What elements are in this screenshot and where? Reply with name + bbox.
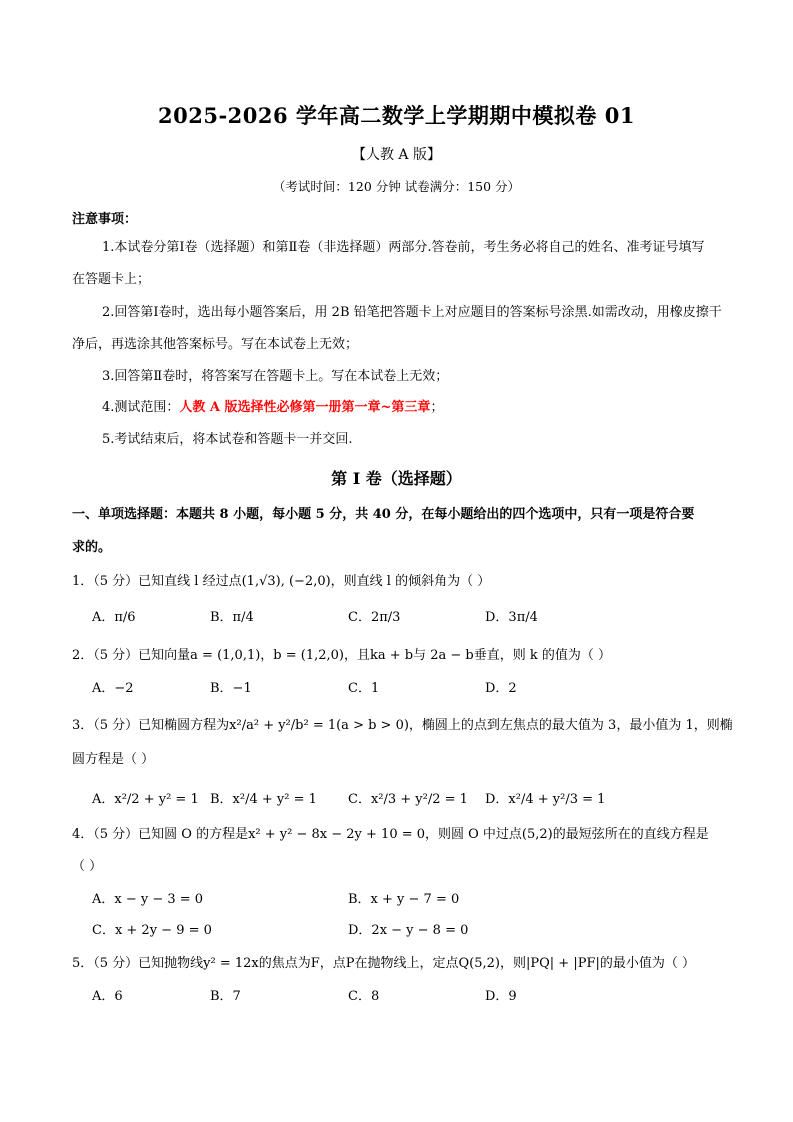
question-5-option-d: D．9 [485, 989, 517, 1004]
note-4-prefix: 4.测试范围： [102, 400, 180, 415]
section-title: 第 I 卷（选择题） [331, 469, 462, 488]
question-5-option-b: B．7 [210, 989, 241, 1004]
note-1-line-2: 在答题卡上； [72, 272, 151, 287]
question-1-option-a: A．π/6 [92, 610, 136, 625]
note-2-line-1: 2.回答第Ⅰ卷时，选出每小题答案后，用 2B 铅笔把答题卡上对应题目的答案标号涂黑.如需改动，用橡皮擦干 [102, 305, 722, 320]
question-2-option-c: C．1 [348, 681, 380, 696]
notes-heading: 注意事项： [72, 212, 138, 227]
question-3-option-d: D．x²/4 + y²/3 = 1 [485, 792, 606, 807]
question-5-option-a: A．6 [92, 989, 123, 1004]
question-3-stem-line-1: 3．（5 分）已知椭圆方程为x²/a² + y²/b² = 1(a > b > 0)，椭圆上的点到左焦点的最大值为 3，最小值为 1，则椭 [72, 718, 733, 733]
question-4-option-a: A．x − y − 3 = 0 [92, 892, 204, 907]
question-4-stem-line-2: （ ） [72, 859, 103, 874]
question-4-option-d: D．2x − y − 8 = 0 [348, 923, 469, 938]
question-2-option-b: B．−1 [210, 681, 252, 696]
note-4 [72, 399, 792, 417]
edition-label: 【人教 A 版】 [351, 147, 441, 163]
note-1-line-1: 1.本试卷分第Ⅰ卷（选择题）和第Ⅱ卷（非选择题）两部分.答卷前，考生务必将自己的姓名、准考证号填写 [102, 240, 705, 255]
question-3-option-c: C．x²/3 + y²/2 = 1 [348, 792, 468, 807]
note-2-line-2: 净后，再选涂其他答案标号。写在本试卷上无效； [72, 337, 359, 352]
question-1-option-c: C．2π/3 [348, 610, 401, 625]
question-5-stem: 5．（5 分）已知抛物线y² = 12x的焦点为F，点P在抛物线上，定点Q(5,2)，则|PQ| + |PF|的最小值为（ ） [72, 956, 695, 971]
question-2-stem: 2．（5 分）已知向量a = (1,0,1)，b = (1,2,0)，且ka + b与 2a − b垂直，则 k 的值为（ ） [72, 648, 612, 663]
question-3-stem-line-2: 圆方程是（ ） [72, 752, 155, 767]
question-3-option-b: B．x²/4 + y² = 1 [210, 792, 317, 807]
question-5-option-c: C．8 [348, 989, 380, 1004]
question-3-option-a: A．x²/2 + y² = 1 [92, 792, 199, 807]
question-4-option-b: B．x + y − 7 = 0 [348, 892, 460, 907]
page-title: 2025-2026 学年高二数学上学期期中模拟卷 01 [158, 103, 635, 128]
test-range: 人教 A 版选择性必修第一册第一章~第三章 [179, 400, 431, 415]
question-1-option-d: D．3π/4 [485, 610, 538, 625]
question-4-option-c: C．x + 2y − 9 = 0 [92, 923, 212, 938]
note-5: 5.考试结束后，将本试卷和答题卡一并交回. [102, 432, 353, 447]
section-intro-line-2: 求的。 [72, 540, 112, 555]
question-4-stem-line-1: 4．（5 分）已知圆 O 的方程是x² + y² − 8x − 2y + 10 = 0，则圆 O 中过点(5,2)的最短弦所在的直线方程是 [72, 827, 709, 842]
note-3: 3.回答第Ⅱ卷时，将答案写在答题卡上。写在本试卷上无效； [102, 369, 449, 384]
exam-time-info: （考试时间：120 分钟 试卷满分：150 分） [272, 179, 521, 194]
question-2-option-d: D．2 [485, 681, 517, 696]
note-4-suffix: ； [430, 400, 444, 415]
question-1-option-b: B．π/4 [210, 610, 254, 625]
section-intro-line-1: 一、单项选择题：本题共 8 小题，每小题 5 分，共 40 分，在每小题给出的四个选项中，只有一项是符合要 [72, 507, 695, 522]
question-1-stem: 1．（5 分）已知直线 l 经过点(1,√3), (−2,0)，则直线 l 的倾斜角为（ ） [72, 574, 491, 589]
question-2-option-a: A．−2 [92, 681, 134, 696]
